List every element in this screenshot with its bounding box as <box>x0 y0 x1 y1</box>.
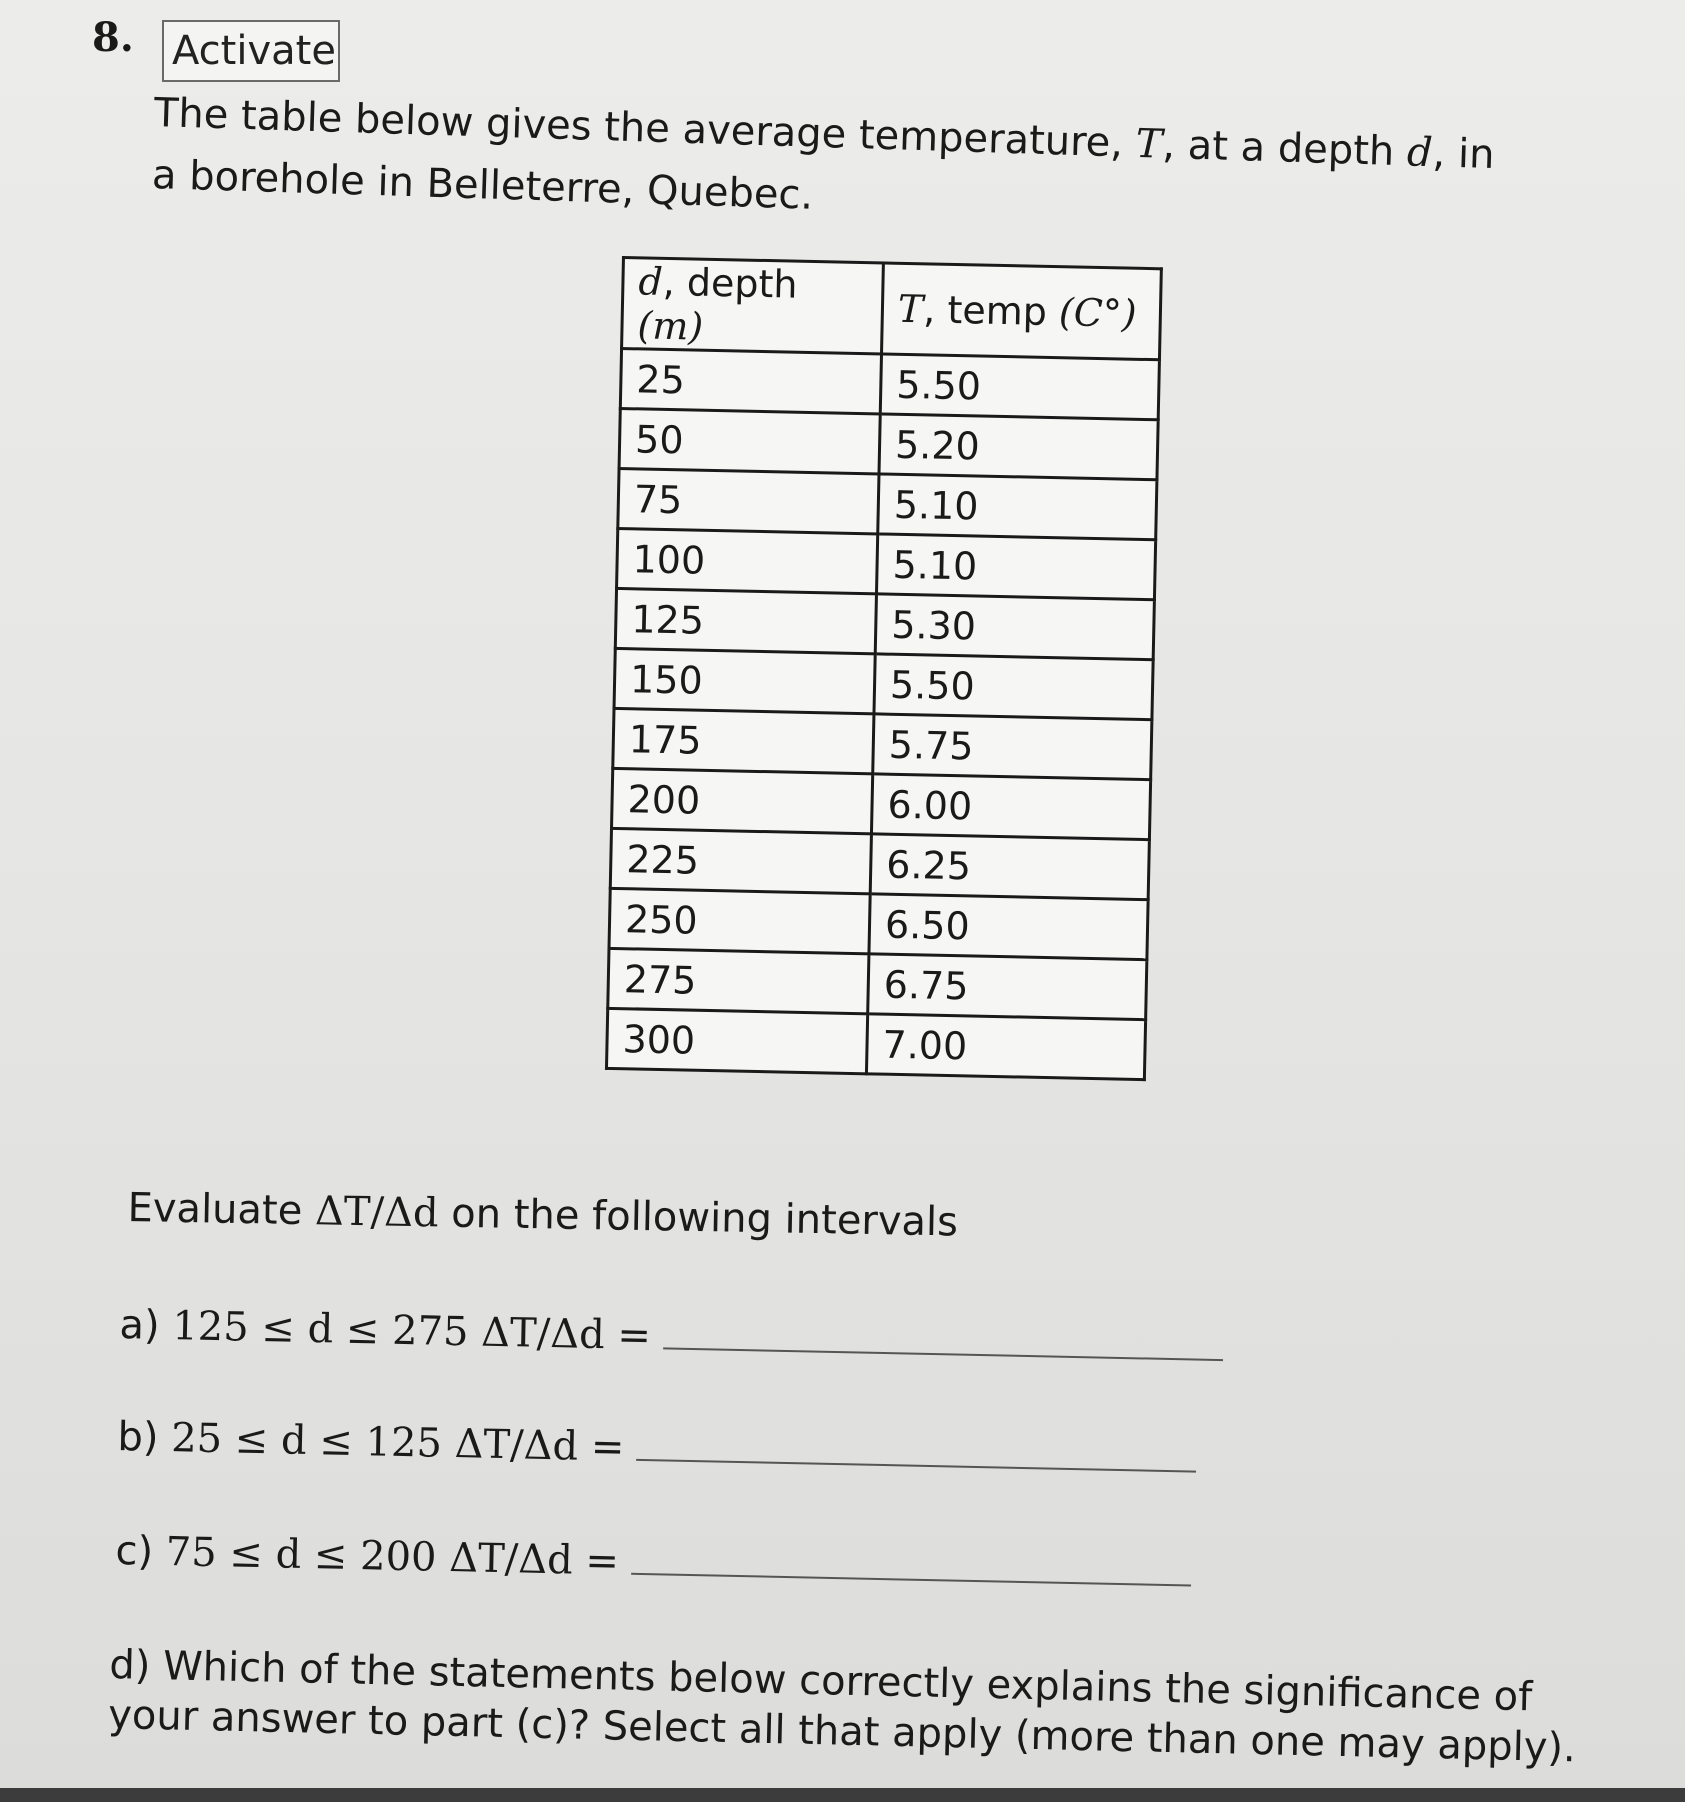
table-row <box>618 468 1157 539</box>
header-temp: T, temp (C°) <box>882 263 1162 360</box>
table-row <box>619 408 1158 479</box>
temp-cell: 6.75 <box>868 954 1147 1020</box>
temp-cell: 7.00 <box>866 1014 1145 1080</box>
part-a-label: a) <box>119 1302 173 1350</box>
temp-cell: 6.00 <box>871 774 1150 840</box>
evaluate-suffix: on the following intervals <box>438 1190 959 1246</box>
table-row <box>606 1008 1145 1079</box>
table-row <box>620 349 1159 420</box>
table-row <box>617 528 1156 599</box>
question-number: 8. <box>92 14 134 61</box>
depth-cell: 75 <box>618 468 879 533</box>
temp-cell: 5.50 <box>874 654 1153 720</box>
temp-cell: 5.10 <box>876 534 1155 600</box>
part-b-answer-field[interactable] <box>636 1451 1196 1473</box>
part-b-expression: ΔT/Δd <box>441 1420 579 1470</box>
part-c-label: c) <box>115 1528 167 1576</box>
part-a-expression: ΔT/Δd <box>468 1309 606 1359</box>
evaluate-expression: ΔT/Δd <box>314 1188 439 1237</box>
table-row <box>608 948 1147 1019</box>
table-row <box>615 588 1154 659</box>
temp-cell: 5.10 <box>878 474 1157 540</box>
intro-text-3: , in a borehole in Belleterre, Quebec. <box>151 130 1496 219</box>
depth-temperature-table <box>605 256 1163 1081</box>
activate-button[interactable]: Activate <box>162 20 340 82</box>
table-row <box>612 768 1151 839</box>
temp-cell: 6.50 <box>869 894 1148 960</box>
depth-cell: 150 <box>614 648 875 713</box>
temp-cell: 5.20 <box>879 414 1158 480</box>
part-c-interval: 75 ≤ d ≤ 200 <box>165 1529 437 1581</box>
depth-cell: 300 <box>606 1008 867 1073</box>
part-b-label: b) <box>117 1414 172 1462</box>
depth-cell: 125 <box>615 588 876 653</box>
table-row <box>610 828 1149 899</box>
depth-cell: 225 <box>610 828 871 893</box>
intro-var-t: T <box>1134 120 1164 168</box>
depth-cell: 175 <box>613 708 874 773</box>
intro-text-1: The table below gives the average temperature, <box>153 89 1137 167</box>
intro-text-2: , at a depth <box>1161 121 1408 176</box>
temp-cell: 5.30 <box>875 594 1154 660</box>
depth-cell: 200 <box>612 768 873 833</box>
part-b-equals: = <box>577 1423 625 1471</box>
evaluate-instruction <box>127 1185 958 1245</box>
part-c <box>115 1528 1191 1597</box>
part-c-answer-field[interactable] <box>631 1565 1191 1587</box>
part-b <box>117 1414 1197 1483</box>
evaluate-prefix: Evaluate <box>127 1185 316 1235</box>
depth-cell: 100 <box>617 528 878 593</box>
table-row <box>614 648 1153 719</box>
part-a <box>119 1302 1223 1371</box>
depth-cell: 250 <box>609 888 870 953</box>
part-b-interval: 25 ≤ d ≤ 125 <box>170 1415 443 1467</box>
data-table-container <box>605 256 1163 1081</box>
temp-cell: 5.75 <box>873 714 1152 780</box>
table-row <box>613 708 1152 779</box>
header-depth: d, depth (m) <box>622 258 884 354</box>
temp-cell: 5.50 <box>880 354 1159 420</box>
question-intro <box>151 82 1514 249</box>
temp-cell: 6.25 <box>870 834 1149 900</box>
depth-cell: 50 <box>619 408 880 473</box>
part-c-expression: ΔT/Δd <box>436 1534 574 1584</box>
table-row <box>609 888 1148 959</box>
table-header-row <box>622 258 1162 360</box>
part-a-equals: = <box>604 1312 652 1360</box>
part-a-answer-field[interactable] <box>663 1339 1223 1361</box>
screen-bottom-edge <box>0 1788 1685 1802</box>
part-d-question: d) Which of the statements below correctly explains the significance of your answer to part (c)? Select all that apply (more than one may apply). <box>107 1641 1577 1772</box>
depth-cell: 275 <box>608 948 869 1013</box>
part-c-equals: = <box>572 1537 620 1585</box>
part-a-interval: 125 ≤ d ≤ 275 <box>171 1303 469 1356</box>
intro-var-d: d <box>1406 129 1434 177</box>
depth-cell: 25 <box>620 349 881 414</box>
